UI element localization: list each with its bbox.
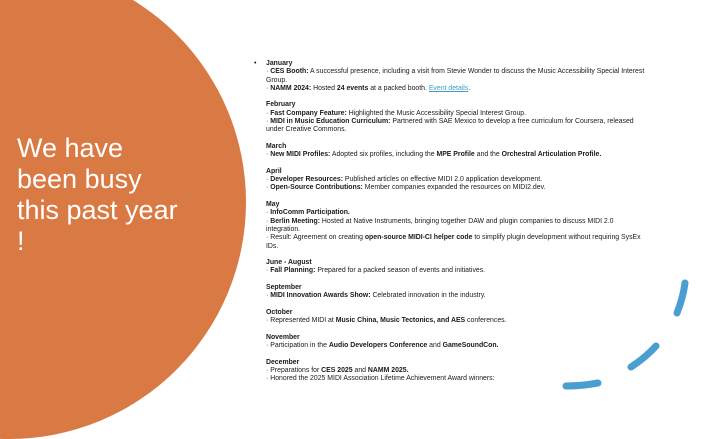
- timeline-item: · MIDI in Music Education Curriculum: Partnered with SAE Mexico to develop a free curriculum for Coursera, released under Creative Commons.: [266, 118, 634, 134]
- title-line: We have: [17, 133, 124, 163]
- month-heading: February: [266, 101, 296, 109]
- timeline-item: · Result: Agreement on creating open-source MIDI-CI helper code to simplify plugin development without requiring SysEx IDs.: [266, 234, 641, 250]
- timeline-item: · Participation in the Audio Developers Conference and GameSoundCon.: [266, 342, 499, 350]
- timeline-item: · New MIDI Profiles: Adopted six profiles, including the MPE Profile and the Orchestral Articulation Profile.: [266, 151, 602, 159]
- month-heading: March: [266, 142, 287, 150]
- timeline-item: · Open-Source Contributions: Member companies expanded the resources on MIDI2.dev.: [266, 184, 546, 192]
- timeline-item: · Fall Planning: Prepared for a packed season of events and initiatives.: [266, 267, 486, 275]
- timeline-item: · Preparations for CES 2025 and NAMM 2025.: [266, 366, 409, 374]
- title-line: !: [17, 226, 25, 256]
- event-details-link[interactable]: Event details: [428, 84, 469, 92]
- timeline-item: · Developer Resources: Published articles on effective MIDI 2.0 application development.: [266, 176, 543, 184]
- arc-dash: [677, 283, 685, 313]
- timeline-item: · Honored the 2025 MIDI Association Lifetime Achievement Award winners:: [266, 375, 495, 383]
- month-heading: October: [266, 308, 293, 316]
- month-heading: January: [266, 60, 293, 67]
- month-heading: November: [266, 333, 300, 341]
- month-heading: December: [266, 358, 300, 366]
- timeline-item: · Berlin Meeting: Hosted at Native Instruments, bringing together DAW and plugin companies to discuss MIDI 2.0 integration.: [266, 217, 614, 233]
- timeline-item: · MIDI Innovation Awards Show: Celebrated innovation in the industry.: [266, 292, 486, 300]
- timeline-item: · InfoComm Participation.: [266, 209, 350, 217]
- bullet-icon: •: [254, 60, 257, 67]
- timeline-item: · Represented MIDI at Music China, Music Tectonics, and AES conferences.: [266, 317, 507, 325]
- month-heading: June - August: [266, 259, 312, 267]
- timeline-item: · Fast Company Feature: Highlighted the Music Accessibility Special Interest Group.: [266, 109, 527, 117]
- title-line: this past year: [17, 195, 178, 225]
- month-heading: April: [266, 167, 282, 175]
- month-heading: September: [266, 284, 302, 292]
- arc-dash: [566, 383, 598, 386]
- timeline-item: · CES Booth: A successful presence, including a visit from Stevie Wonder to discuss the Music Accessibility Special Interest Group.: [266, 68, 645, 84]
- month-heading: May: [266, 201, 280, 209]
- title-line: been busy: [17, 164, 142, 194]
- timeline-item: · NAMM 2024: Hosted 24 events at a packed booth. Event details.: [266, 84, 471, 92]
- arc-dash: [631, 346, 656, 367]
